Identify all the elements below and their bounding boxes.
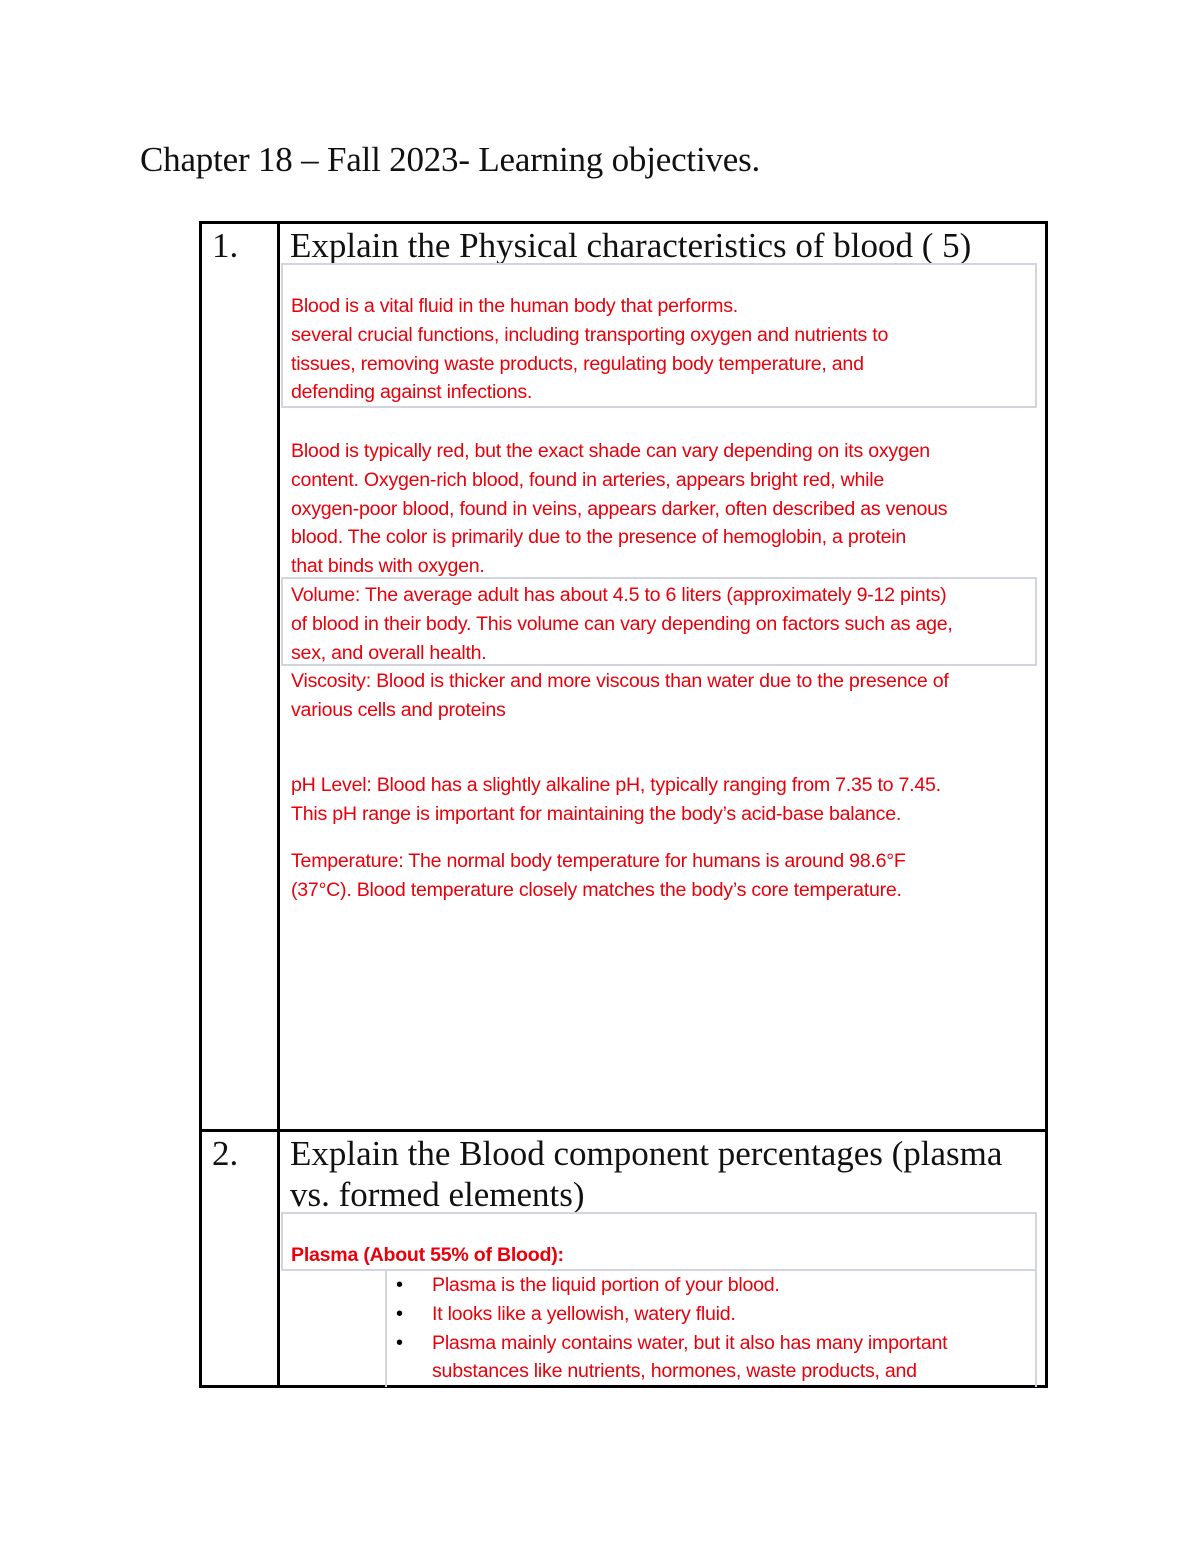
- answer-viscosity: Viscosity: Blood is thicker and more viscous than water due to the presence of various cells and proteins: [291, 670, 949, 721]
- table-column-divider: [277, 221, 280, 1388]
- answer-temperature: Temperature: The normal body temperature for humans is around 98.6°F (37°C). Blood temperature closely matches the body’s core temperature.: [291, 850, 906, 901]
- plasma-bullet-text: Plasma mainly contains water, but it also has many important substances like nutrients, hormones, waste products, and: [432, 1331, 948, 1383]
- bullet-dot-icon: •: [396, 1302, 403, 1325]
- plasma-bullet-item: [386, 1329, 1026, 1387]
- bullet-dot-icon: •: [396, 1331, 403, 1354]
- row-1-question: Explain the Physical characteristics of blood ( 5): [290, 226, 972, 265]
- bullet-dot-icon: •: [396, 1274, 403, 1296]
- row-2-question: Explain the Blood component percentages (plasma vs. formed elements): [290, 1134, 1003, 1214]
- answer-intro: Blood is a vital fluid in the human body that performs. several crucial functions, including transporting oxygen and nutrients to tissues, removing waste products, regulating body temperature, and defending against infections.: [291, 295, 889, 404]
- plasma-bullet-text: Plasma is the liquid portion of your blood.: [432, 1274, 780, 1296]
- answer-ph: pH Level: Blood has a slightly alkaline pH, typically ranging from 7.35 to 7.45. This pH range is important for maintaining the body’s acid-base balance.: [291, 774, 941, 825]
- plasma-bullet-list: [386, 1271, 1026, 1386]
- plasma-heading: Plasma (About 55% of Blood):: [291, 1244, 564, 1266]
- answer-volume: Volume: The average adult has about 4.5 to 6 liters (approximately 9-12 pints) of blood in their body. This volume can vary depending on factors such as age, sex, and overall health.: [291, 584, 953, 664]
- page-title: Chapter 18 – Fall 2023- Learning objectives.: [140, 140, 761, 179]
- table-border-right: [1045, 221, 1048, 1388]
- row-1-number: 1.: [212, 226, 239, 265]
- plasma-bullet-text: It looks like a yellowish, watery fluid.: [432, 1302, 736, 1325]
- table-border-left: [199, 221, 202, 1388]
- answer-color: Blood is typically red, but the exact shade can vary depending on its oxygen content. Oxygen-rich blood, found in arteries, appears bright red, while oxygen-poor blood, found in veins, appears darker, often described as venous blood. The color is primarily due to the presence of hemoglobin, a protein that binds with oxygen.: [291, 440, 948, 578]
- row-2-number: 2.: [212, 1134, 239, 1173]
- plasma-bullet-item: [386, 1271, 1026, 1300]
- table-border-top: [199, 221, 1048, 224]
- plasma-bullet-item: [386, 1300, 1026, 1329]
- table-row-divider: [199, 1129, 1048, 1132]
- bullets-box-left-line: [281, 1269, 386, 1271]
